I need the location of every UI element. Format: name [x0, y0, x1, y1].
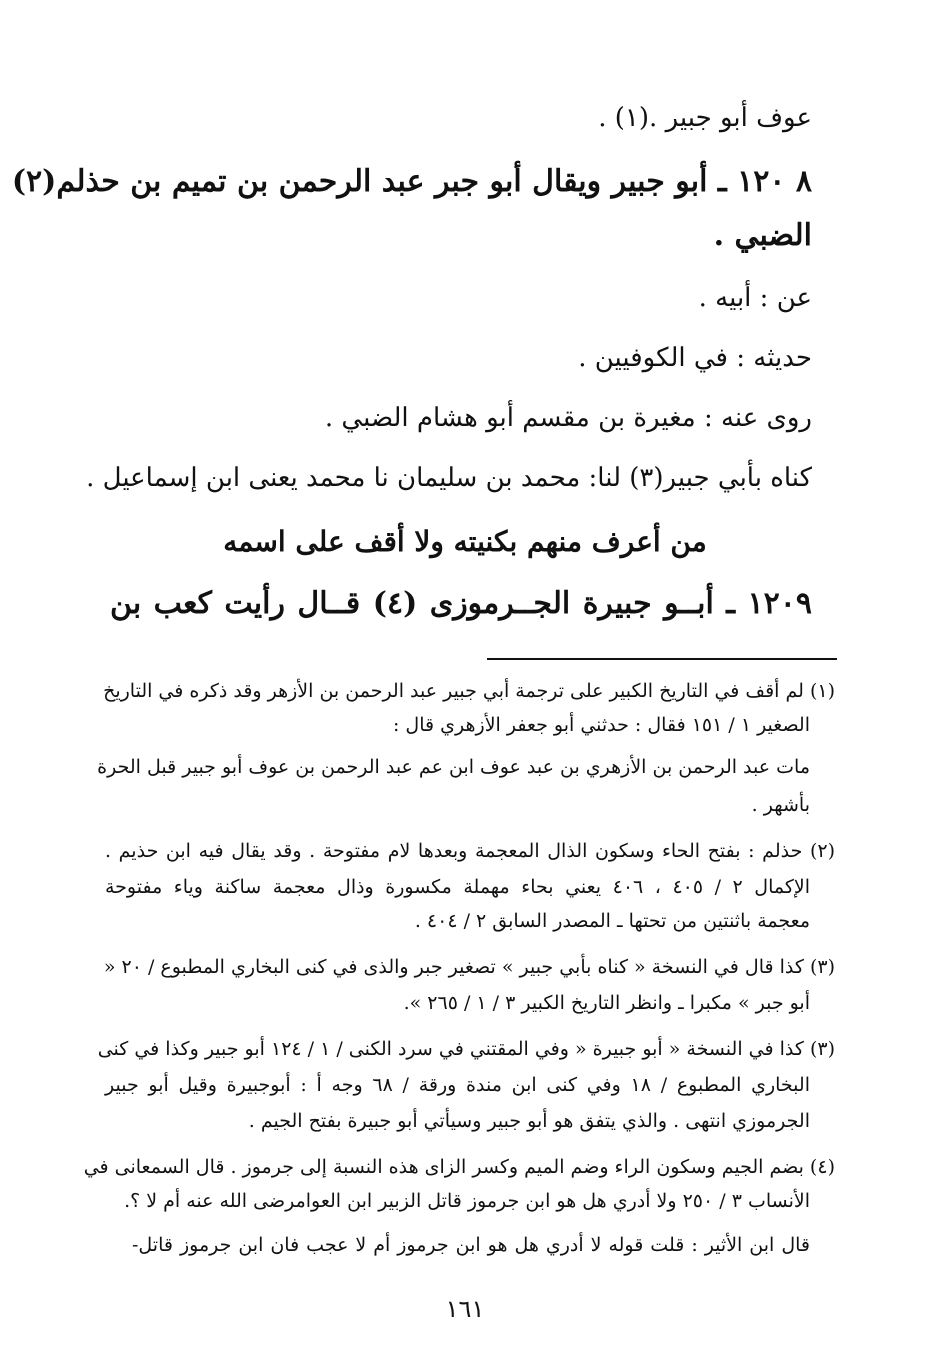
entry-1209-heading: ١٢٠٩ ـ أبــو جبيرة الجــرموزى (٤) قــال رأيت كعب بن [110, 586, 812, 621]
footnote-2-line-2: الإكمال ٢ / ٤٠٥ ، ٤٠٦ يعني بحاء مهملة مكسورة وذال معجمة ساكنة وياء مفتوحة [105, 876, 810, 898]
footnote-2-line-1: (٢) حذلم : بفتح الحاء وسكون الذال المعجمة وبعدها لام مفتوحة . وقد يقال فيه ابن حذيم . [105, 840, 835, 862]
footnote-4-line-1: (٤) بضم الجيم وسكون الراء وضم الميم وكسر الزاى هذه النسبة إلى جرموز . قال السمعانى في [83, 1156, 835, 1178]
entry-1208-an: عن : أبيه . [698, 283, 812, 313]
footnote-4-line-3: قال ابن الأثير : قلت قوله لا أدري هل هو ابن جرموز أم لا عجب فان ابن جرموز قاتل- [132, 1234, 810, 1256]
footnote-separator [487, 658, 837, 660]
entry-1208-hadith: حديثه : في الكوفيين . [578, 343, 812, 373]
continuation-line: عوف أبو جبير .(١) . [598, 103, 812, 133]
entry-1208-kunya: كناه بأبي جبير(٣) لنا: محمد بن سليمان نا محمد يعنى ابن إسماعيل . [86, 463, 812, 493]
footnote-3a-line-2: أبو جبر » مكبرا ـ وانظر التاريخ الكبير ٣ / ١ / ٢٦٥ ». [403, 992, 810, 1014]
entry-1208-heading: ٨ ١٢٠ ـ أبو جبير ويقال أبو جبر عبد الرحمن بن تميم بن حذلم(٢) [11, 164, 812, 199]
footnote-3a-line-1: (٣) كذا قال في النسخة « كناه بأبي جبير » تصغير جبر والذى في كنى البخاري المطبوع / ٢٠ « [103, 956, 835, 978]
entry-1208-heading-cont: الضبي . [713, 218, 812, 253]
footnote-3b-line-1: (٣) كذا في النسخة « أبو جبيرة « وفي المقتني في سرد الكنى / ١ / ١٢٤ أبو جبير وكذا في كنى [97, 1038, 835, 1060]
footnote-1-line-3: مات عبد الرحمن بن الأزهري بن عبد عوف ابن عم عبد الرحمن بن عوف أبو جبير قبل الحرة [97, 756, 810, 778]
entry-1208-rawa: روى عنه : مغيرة بن مقسم أبو هشام الضبي . [324, 403, 812, 433]
footnote-3b-line-2: البخاري المطبوع / ١٨ وفي كنى ابن مندة ورقة / ٦٨ وجه أ : أبوجبيرة وقيل أبو جبير [105, 1074, 810, 1096]
section-heading: من أعرف منهم بكنيته ولا أقف على اسمه [223, 525, 707, 558]
footnote-1-line-1: (١) لم أقف في التاريخ الكبير على ترجمة أبي جبير عبد الرحمن بن الأزهر وقد ذكره في التاريخ [103, 680, 835, 702]
page-number: ١٦١ [445, 1295, 485, 1323]
footnote-3b-line-3: الجرموزي انتهى . والذي يتفق هو أبو جبير وسيأتي أبو جبيرة بفتح الجيم . [248, 1110, 810, 1132]
footnote-1-line-4: بأشهر . [751, 794, 810, 816]
footnote-1-line-2: الصغير ١ / ١٥١ فقال : حدثني أبو جعفر الأزهري قال : [392, 714, 810, 736]
footnote-4-line-2: الأنساب ٣ / ٢٥٠ ولا أدري هل هو ابن جرموز قاتل الزبير ابن العوامرضى الله عنه أم لا ؟. [124, 1190, 810, 1212]
footnote-2-line-3: معجمة باثنتين من تحتها ـ المصدر السابق ٢ / ٤٠٤ . [414, 910, 810, 932]
